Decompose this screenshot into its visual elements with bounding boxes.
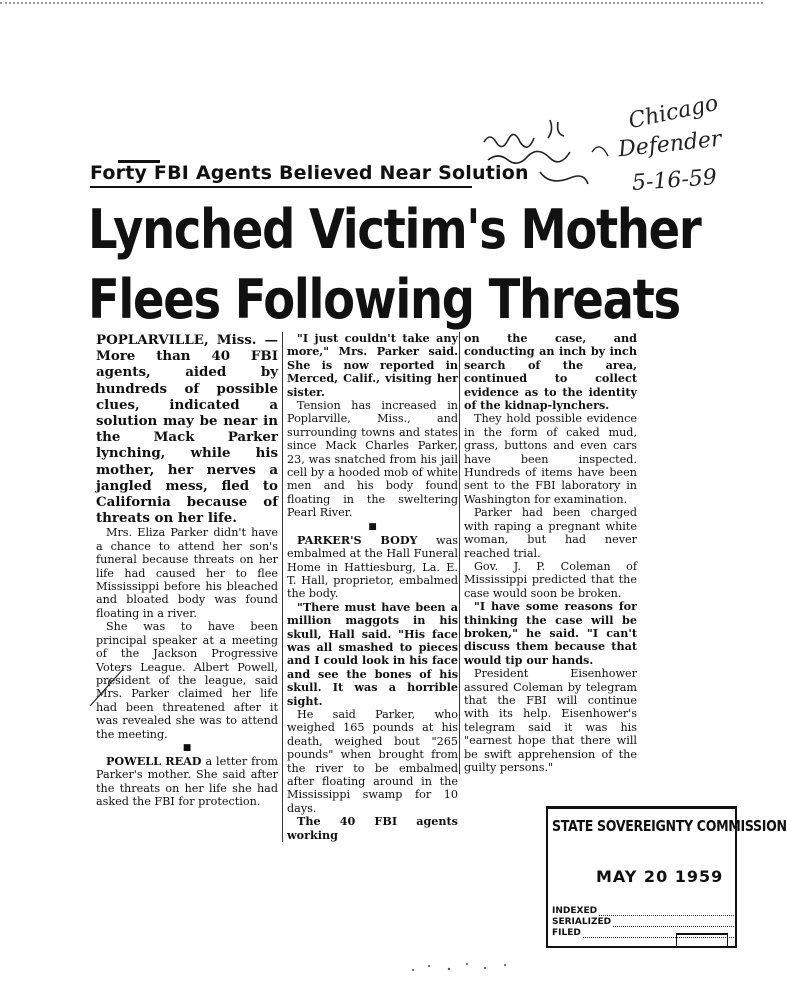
paragraph-body: a letter from Parker's mother. She said after the threats on her life she had asked the FBI for protection. [96,754,278,809]
subhead-lead: PARKER'S BODY [297,532,418,547]
article-paragraph: He said Parker, who weighed 165 pounds at his death, weighed bout "265 pounds" when brought from the river to be embalmed after floating around in the Mississippi swamp for 10 days. [287,707,458,815]
commission-stamp [546,806,787,948]
stamp-title: STATE SOVEREIGNTY COMMISSION [552,817,787,835]
article-paragraph: Tension has increased in Poplarville, Miss., and surrounding towns and states since Mack Charles Parker, 23, was snatched from his jail cell by a hooded mob of white men and his body found floating in the sweltering Pearl River. [287,399,458,520]
article-paragraph [287,534,458,601]
subhead-lead: POWELL READ [106,753,202,768]
article-lead-paragraph: POPLARVILLE, Miss. — More than 40 FBI agents, aided by hundreds of possible clues, indicated a solution may be near in the Mack Parker lynching, while his mother, her nerves a jangled mess, fled to California because of threats on her life. [96,332,278,527]
paragraph-body: was embalmed at the Hall Funeral Home in Hattiesburg, La. E. T. Hall, proprietor, embalmed the body. [287,533,458,601]
handwritten-city: Chicago [626,90,721,135]
article-paragraph: Parker had been charged with raping a pregnant white woman, but had never reached trial. [464,506,637,560]
stamp-field-line [599,908,734,916]
article-column-2 [282,332,458,842]
stamp-filing-mark [676,933,728,947]
handwritten-paper: Defender [616,126,723,163]
article-column-3 [459,332,637,774]
article-paragraph [96,755,278,809]
section-marker: ■ [182,742,192,753]
kicker-headline: Forty FBI Agents Believed Near Solution [90,162,472,188]
article-paragraph: She was to have been principal speaker at a meeting of the Jackson Progressive Voters League. Albert Powell, president of the league, said Mrs. Parker claimed her life had been threatened after it was revealed she was to attend the meeting. [96,620,278,741]
article-paragraph: Gov. J. P. Coleman of Mississippi predicted that the case would soon be broken. [464,559,637,600]
stamp-field-line [613,919,734,927]
pencil-mark [86,660,126,710]
stamp-field-label: INDEXED [552,906,598,916]
article-quote-paragraph: "There must have been a million maggots in his skull, Hall said. "His face was all smashed to pieces and I could look in his face and see the bones of his skull. It was a horrible sight. [287,599,458,708]
stamp-field-indexed [552,905,734,916]
article-paragraph: on the case, and conducting an inch by inch search of the area, continued to collect evidence as to the identity of the kidnap-lynchers. [464,331,637,413]
handwritten-date: 5-16-59 [631,165,718,196]
article-paragraph: President Eisenhower assured Coleman by telegram that the FBI will continue with its help. Eisenhower's telegram said it was his "earnest hope that there will be swift apprehension of the guilty persons." [464,667,637,774]
article-quote-paragraph: "I have some reasons for thinking the case will be broken," he said. "I can't discuss them because that would tip our hands. [464,599,637,667]
article-quote-paragraph: "I just couldn't take any more," Mrs. Parker said. She is now reported in Merced, Calif., visiting her sister. [287,331,458,399]
stamp-field-serialized [552,916,734,927]
headline-line-1: Lynched Victim's Mother [88,198,701,261]
stamp-field-label: SERIALIZED [552,917,612,927]
scan-specks [405,960,515,974]
article-column-1 [96,332,278,809]
perforated-top-edge [0,2,763,4]
article-paragraph: Mrs. Eliza Parker didn't have a chance to attend her son's funeral because threats on her life had caused her to flee Mississippi before his bleached and bloated body was found floating in a river. [96,526,278,620]
article-paragraph: They hold possible evidence in the form of caked mud, grass, buttons and even cars have been inspected. Hundreds of items have been sent to the FBI laboratory in Washington for examination. [464,412,637,506]
stamp-date: MAY 20 1959 [596,867,724,886]
headline-line-2: Flees Following Threats [88,268,680,331]
article-paragraph: The 40 FBI agents working [287,814,458,842]
stamp-field-label: FILED [552,928,581,938]
section-marker: ■ [368,521,377,532]
